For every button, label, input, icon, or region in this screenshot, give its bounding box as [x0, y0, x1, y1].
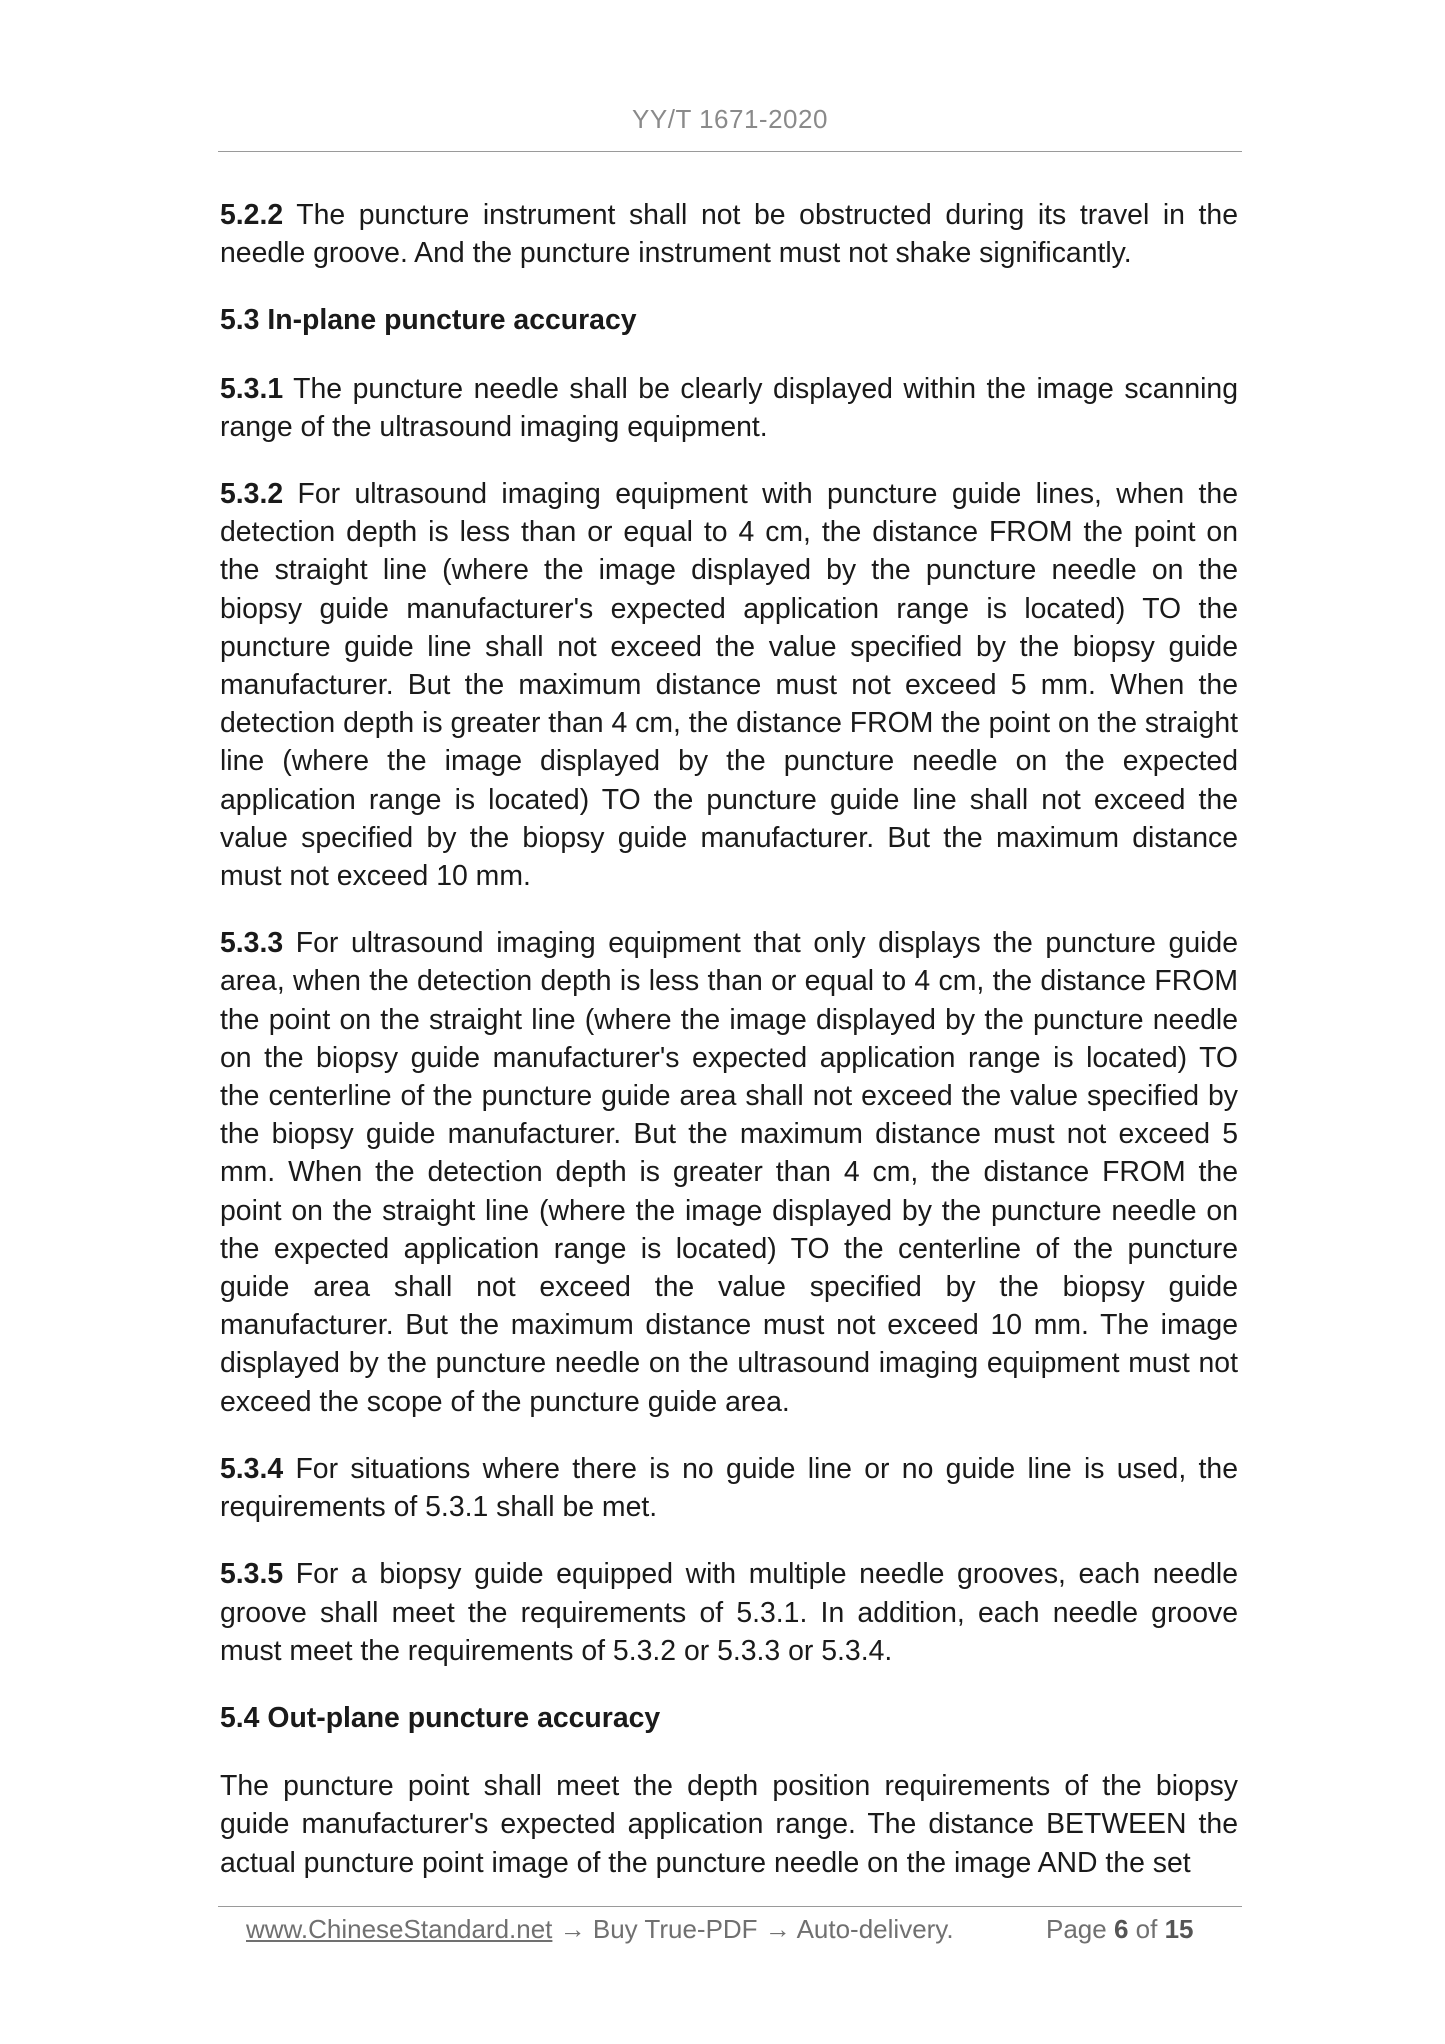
- clause-number: 5.3.5: [220, 1558, 284, 1591]
- page-body: [220, 196, 1238, 1911]
- clause-text: For situations where there is no guide line or no guide line is used, the requirements of 5.3.1 shall be met.: [220, 1452, 1238, 1524]
- clause-text: For a biopsy guide equipped with multiple needle grooves, each needle groove shall meet the requirements of 5.3.1. In addition, each needle groove must meet the requirements of 5.3.2 or 5.3.3 or 5.3.4.: [220, 1558, 1238, 1667]
- chinesestandard-link[interactable]: www.ChineseStandard.net: [246, 1914, 553, 1944]
- total-pages: 15: [1164, 1914, 1194, 1944]
- clause-number: 5.3.4: [220, 1452, 284, 1485]
- clause-text: For ultrasound imaging equipment with puncture guide lines, when the detection depth is less than or equal to 4 cm, the distance FROM the point on the straight line (where the image displayed by the puncture needle on the biopsy guide manufacturer's expected application range is located) TO the puncture guide line shall not exceed the value specified by the biopsy guide manufacturer. But the maximum distance must not exceed 5 mm. When the detection depth is greater than 4 cm, the distance FROM the point on the straight line (where the image displayed by the puncture needle on the expected application range is located) TO the puncture guide line shall not exceed the value specified by the biopsy guide manufacturer. But the maximum distance must not exceed 10 mm.: [220, 478, 1238, 893]
- clause-number: 5.2.2: [220, 199, 284, 231]
- clause-number: 5.3.3: [220, 927, 284, 960]
- clause-5-3-5: [220, 1555, 1238, 1670]
- page-number: Page 6 of 15: [1046, 1914, 1194, 1944]
- section-heading-5-4: 5.4 Out-plane puncture accuracy: [220, 1701, 661, 1734]
- current-page: 6: [1113, 1914, 1129, 1944]
- header-divider: [218, 151, 1242, 152]
- section-heading-5-3: 5.3 In-plane puncture accuracy: [220, 304, 637, 337]
- clause-5-3-3: [220, 924, 1238, 1421]
- footer-divider: [218, 1906, 1242, 1907]
- clause-number: 5.3.2: [220, 478, 284, 511]
- clause-text: For ultrasound imaging equipment that only displays the puncture guide area, when the detection depth is less than or equal to 4 cm, the distance FROM the point on the straight line (where the image displayed by the puncture needle on the biopsy guide manufacturer's expected application range is located) TO the centerline of the puncture guide area shall not exceed the value specified by the biopsy guide manufacturer. But the maximum distance must not exceed 5 mm. When the detection depth is greater than 4 cm, the distance FROM the point on the straight line (where the image displayed by the puncture needle on the expected application range is located) TO the centerline of the puncture guide area shall not exceed the value specified by the biopsy guide manufacturer. But the maximum distance must not exceed 10 mm. The image displayed by the puncture needle on the ultrasound imaging equipment must not exceed the scope of the puncture guide area.: [220, 927, 1238, 1418]
- clause-5-2-2: [220, 196, 1238, 272]
- clause-5-3-1: [220, 370, 1238, 446]
- footer-site: [246, 1914, 954, 1945]
- clause-text: The puncture needle shall be clearly displayed within the image scanning range of the ultrasound imaging equipment.: [220, 372, 1238, 443]
- clause-number: 5.3.1: [220, 372, 284, 405]
- footer-site-tail: → Buy True-PDF → Auto-delivery.: [552, 1914, 954, 1944]
- document-id-header: YY/T 1671-2020: [632, 104, 828, 134]
- clause-5-3-2: [220, 475, 1238, 895]
- clause-text: The puncture instrument shall not be obstructed during its travel in the needle groove. And the puncture instrument must not shake significantly.: [220, 199, 1238, 270]
- clause-5-4-text: The puncture point shall meet the depth position requirements of the biopsy guide manufacturer's expected application range. The distance BETWEEN the actual puncture point image of the puncture needle on the image AND the set: [220, 1770, 1238, 1879]
- clause-5-3-4: [220, 1450, 1238, 1526]
